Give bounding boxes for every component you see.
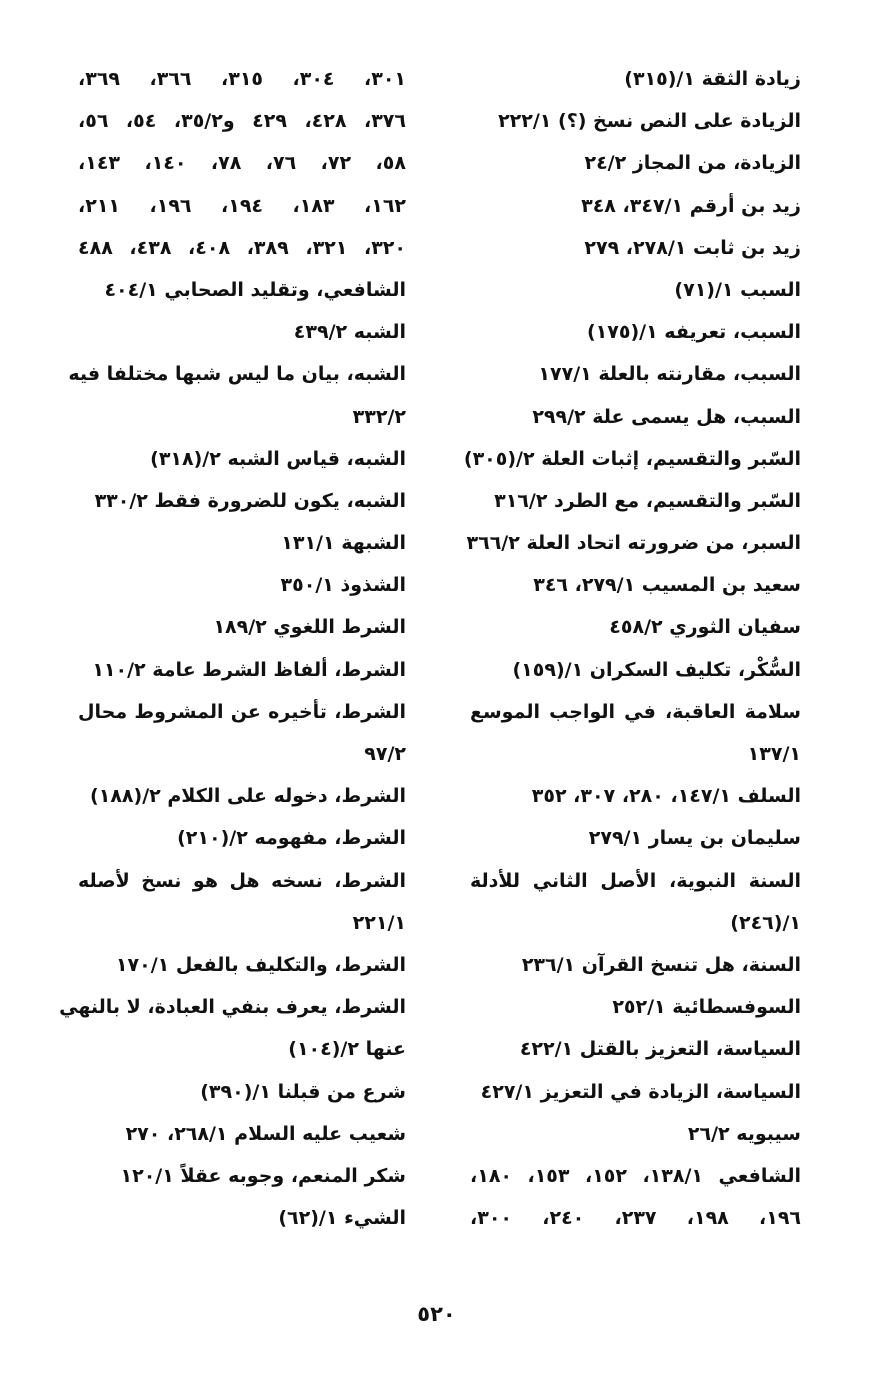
index-entry-line: الزيادة، من المجاز ٢٤/٢ xyxy=(584,152,801,175)
index-entry-line: ١٩٦، ١٩٨، ٢٣٧، ٢٤٠، ٣٠٠، xyxy=(470,1207,802,1230)
index-entry-line: الشرط، نسخه هل هو نسخ لأصله xyxy=(78,869,406,892)
index-entry-line: ١٦٢، ١٨٣، ١٩٤، ١٩٦، ٢١١، xyxy=(78,194,407,217)
index-entry-line: الشيء ١/(٦٢) xyxy=(278,1207,406,1230)
index-entry-line: ٩٧/٢ xyxy=(364,743,406,765)
index-entry-line: السلف ١٤٧/١، ٢٨٠، ٣٠٧، ٣٥٢ xyxy=(531,785,801,808)
index-entry-line: سليمان بن يسار ٢٧٩/١ xyxy=(588,827,801,850)
index-entry-line: الشرط، دخوله على الكلام ٢/(١٨٨) xyxy=(90,785,406,808)
index-entry-line: زيد بن ثابت ٢٧٨/١، ٢٧٩ xyxy=(584,236,801,259)
index-entry-line: ٢٢١/١ xyxy=(352,911,406,934)
index-entry-line: زيادة الثقة ١/(٣١٥) xyxy=(624,68,801,90)
index-entry-line: الشذوذ ٣٥٠/١ xyxy=(280,574,406,597)
index-column-right xyxy=(463,58,802,1239)
index-entry-line: الشرط اللغوي ١٨٩/٢ xyxy=(213,616,406,639)
index-entry-line: السوفسطائية ٢٥٢/١ xyxy=(612,996,801,1019)
index-entry-line: الشبه، يكون للضرورة فقط ٣٣٠/٢ xyxy=(94,489,406,512)
index-entry-line: الشرط، تأخيره عن المشروط محال xyxy=(78,700,406,723)
index-entry-line: السّبر والتقسيم، مع الطرد ٣١٦/٢ xyxy=(494,489,801,512)
index-entry-line: الشبه، بيان ما ليس شبها مختلفا فيه xyxy=(68,363,406,386)
index-entry-line: الشافعي، وتقليد الصحابي ٤٠٤/١ xyxy=(104,278,406,301)
index-entry-line: الزيادة على النص نسخ (؟) ٢٢٢/١ xyxy=(498,110,801,133)
index-entry-line: السبب، مقارنته بالعلة ١٧٧/١ xyxy=(538,363,801,386)
index-entry-line: الشرط، مفهومه ٢/(٢١٠) xyxy=(177,827,406,850)
index-entry-line: السبب، هل يسمى علة ٢٩٩/٢ xyxy=(532,405,801,428)
index-entry-line: السنة النبوية، الأصل الثاني للأدلة xyxy=(470,869,801,892)
index-entry-line: السنة، هل تنسخ القرآن ٢٣٦/١ xyxy=(521,953,801,976)
index-entry-line: السبب ١/(٧١) xyxy=(674,278,801,301)
index-entry-line: ٣٢٠، ٣٢١، ٣٨٩، ٤٠٨، ٤٣٨، ٤٨٨ xyxy=(78,236,406,259)
index-entry-line: الشافعي ١٣٨/١، ١٥٢، ١٥٣، ١٨٠، xyxy=(470,1164,801,1187)
index-entry-line: سعيد بن المسيب ٢٧٩/١، ٣٤٦ xyxy=(533,574,801,597)
index-entry-line: ١٣٧/١ xyxy=(747,743,801,765)
index-entry-line: السبب، تعريفه ١/(١٧٥) xyxy=(586,321,801,344)
index-entry-line: الشرط، يعرف بنفي العبادة، لا بالنهي xyxy=(59,996,406,1019)
index-entry-line: زيد بن أرقم ٣٤٧/١، ٣٤٨ xyxy=(581,194,801,217)
index-entry-line: السبر، من ضرورته اتحاد العلة ٣٦٦/٢ xyxy=(466,532,801,555)
index-entry-line: الشبه ٤٣٩/٢ xyxy=(293,321,406,344)
index-entry-line: عنها ٢/(١٠٤) xyxy=(288,1038,406,1061)
index-entry-line: السُّكْر، تكليف السكران ١/(١٥٩) xyxy=(512,658,801,681)
index-entry-line: ٣٧٦، ٤٢٨، ٤٢٩ و٣٥/٢، ٥٤، ٥٦، xyxy=(78,110,406,133)
index-entry-line: شعيب عليه السلام ٢٦٨/١، ٢٧٠ xyxy=(125,1122,406,1145)
index-entry-line: الشبه، قياس الشبه ٢/(٣١٨) xyxy=(150,447,406,470)
index-entry-line: السياسة، التعزيز بالقتل ٤٢٢/١ xyxy=(519,1038,801,1061)
index-column-left xyxy=(59,58,407,1239)
index-entry-line: الشبهة ١٣١/١ xyxy=(281,532,406,555)
index-entry-line: شرع من قبلنا ١/(٣٩٠) xyxy=(200,1080,406,1103)
index-entry-line: السياسة، الزيادة في التعزيز ٤٢٧/١ xyxy=(480,1080,801,1103)
index-entry-line: سلامة العاقبة، في الواجب الموسع xyxy=(470,700,801,723)
index-entry-line: الشرط، ألفاظ الشرط عامة ١١٠/٢ xyxy=(92,658,406,681)
index-entry-line: ١/(٢٤٦) xyxy=(730,911,801,934)
index-entry-line: شكر المنعم، وجوبه عقلاً ١٢٠/١ xyxy=(120,1164,406,1187)
index-entry-line: ٣٠١، ٣٠٤، ٣١٥، ٣٦٦، ٣٦٩، xyxy=(78,68,407,90)
index-entry-line: ٥٨، ٧٢، ٧٦، ٧٨، ١٤٠، ١٤٣، xyxy=(78,152,406,175)
index-entry-line: السّبر والتقسيم، إثبات العلة ٢/(٣٠٥) xyxy=(463,447,801,470)
index-entry-line: سيبويه ٢٦/٢ xyxy=(687,1122,801,1145)
page-number: ٥٢٠ xyxy=(417,1302,456,1326)
index-entry-line: الشرط، والتكليف بالفعل ١٧٠/١ xyxy=(115,953,406,976)
index-entry-line: سفيان الثوري ٤٥٨/٢ xyxy=(609,616,801,639)
index-entry-line: ٣٣٢/٢ xyxy=(352,405,406,428)
